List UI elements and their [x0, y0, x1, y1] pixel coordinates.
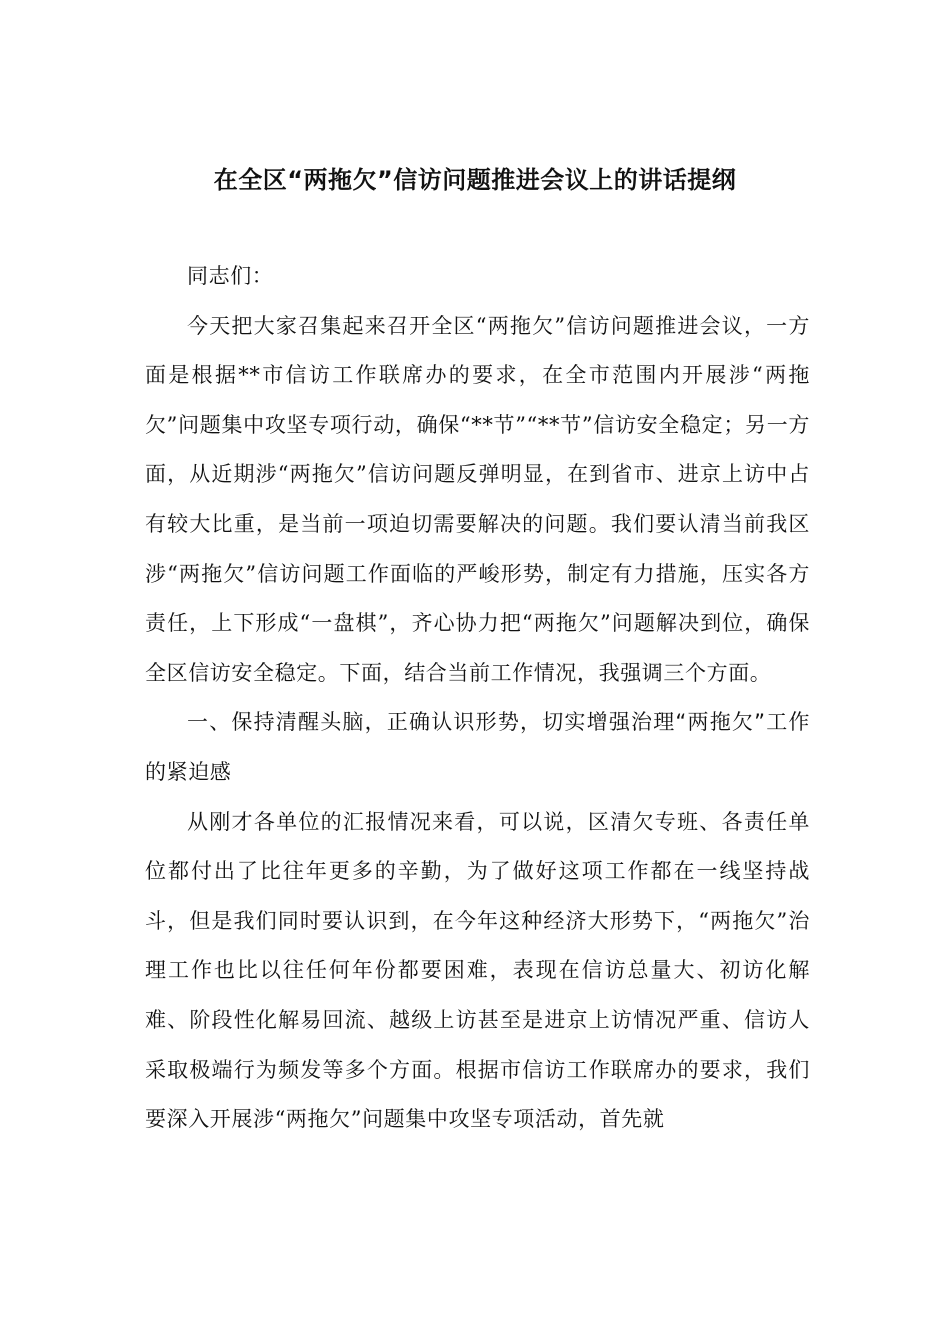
intro-paragraph: 今天把大家召集起来召开全区“两拖欠”信访问题推进会议，一方面是根据**市信访工作联席办的要求，在全市范围内开展涉“两拖欠”问题集中攻坚专项行动，确保“**节”“**节”信访安全稳定；另一方面，从近期涉“两拖欠”信访问题反弹明显，在到省市、进京上访中占有较大比重，是当前一项迫切需要解决的问题。我们要认清当前我区涉“两拖欠”信访问题工作面临的严峻形势，制定有力措施，压实各方责任，上下形成“一盘棋”，齐心协力把“两拖欠”问题解决到位，确保全区信访安全稳定。下面，结合当前工作情况，我强调三个方面。	[145, 313, 810, 685]
document-body	[145, 252, 810, 1145]
section-1-paragraph: 从刚才各单位的汇报情况来看，可以说，区清欠专班、各责任单位都付出了比往年更多的辛勤，为了做好这项工作都在一线坚持战斗，但是我们同时要认识到，在今年这种经济大形势下，“两拖欠”治理工作也比以往任何年份都要困难，表现在信访总量大、初访化解难、阶段性化解易回流、越级上访甚至是进京上访情况严重、信访人采取极端行为频发等多个方面。根据市信访工作联席办的要求，我们要深入开展涉“两拖欠”问题集中攻坚专项活动，首先就	[145, 809, 810, 1132]
section-heading-1: 一、保持清醒头脑，正确认识形势，切实增强治理“两拖欠”工作的紧迫感	[145, 710, 810, 784]
salutation-paragraph: 同志们：	[187, 264, 274, 288]
document-title: 在全区“两拖欠”信访问题推进会议上的讲话提纲	[213, 166, 737, 194]
